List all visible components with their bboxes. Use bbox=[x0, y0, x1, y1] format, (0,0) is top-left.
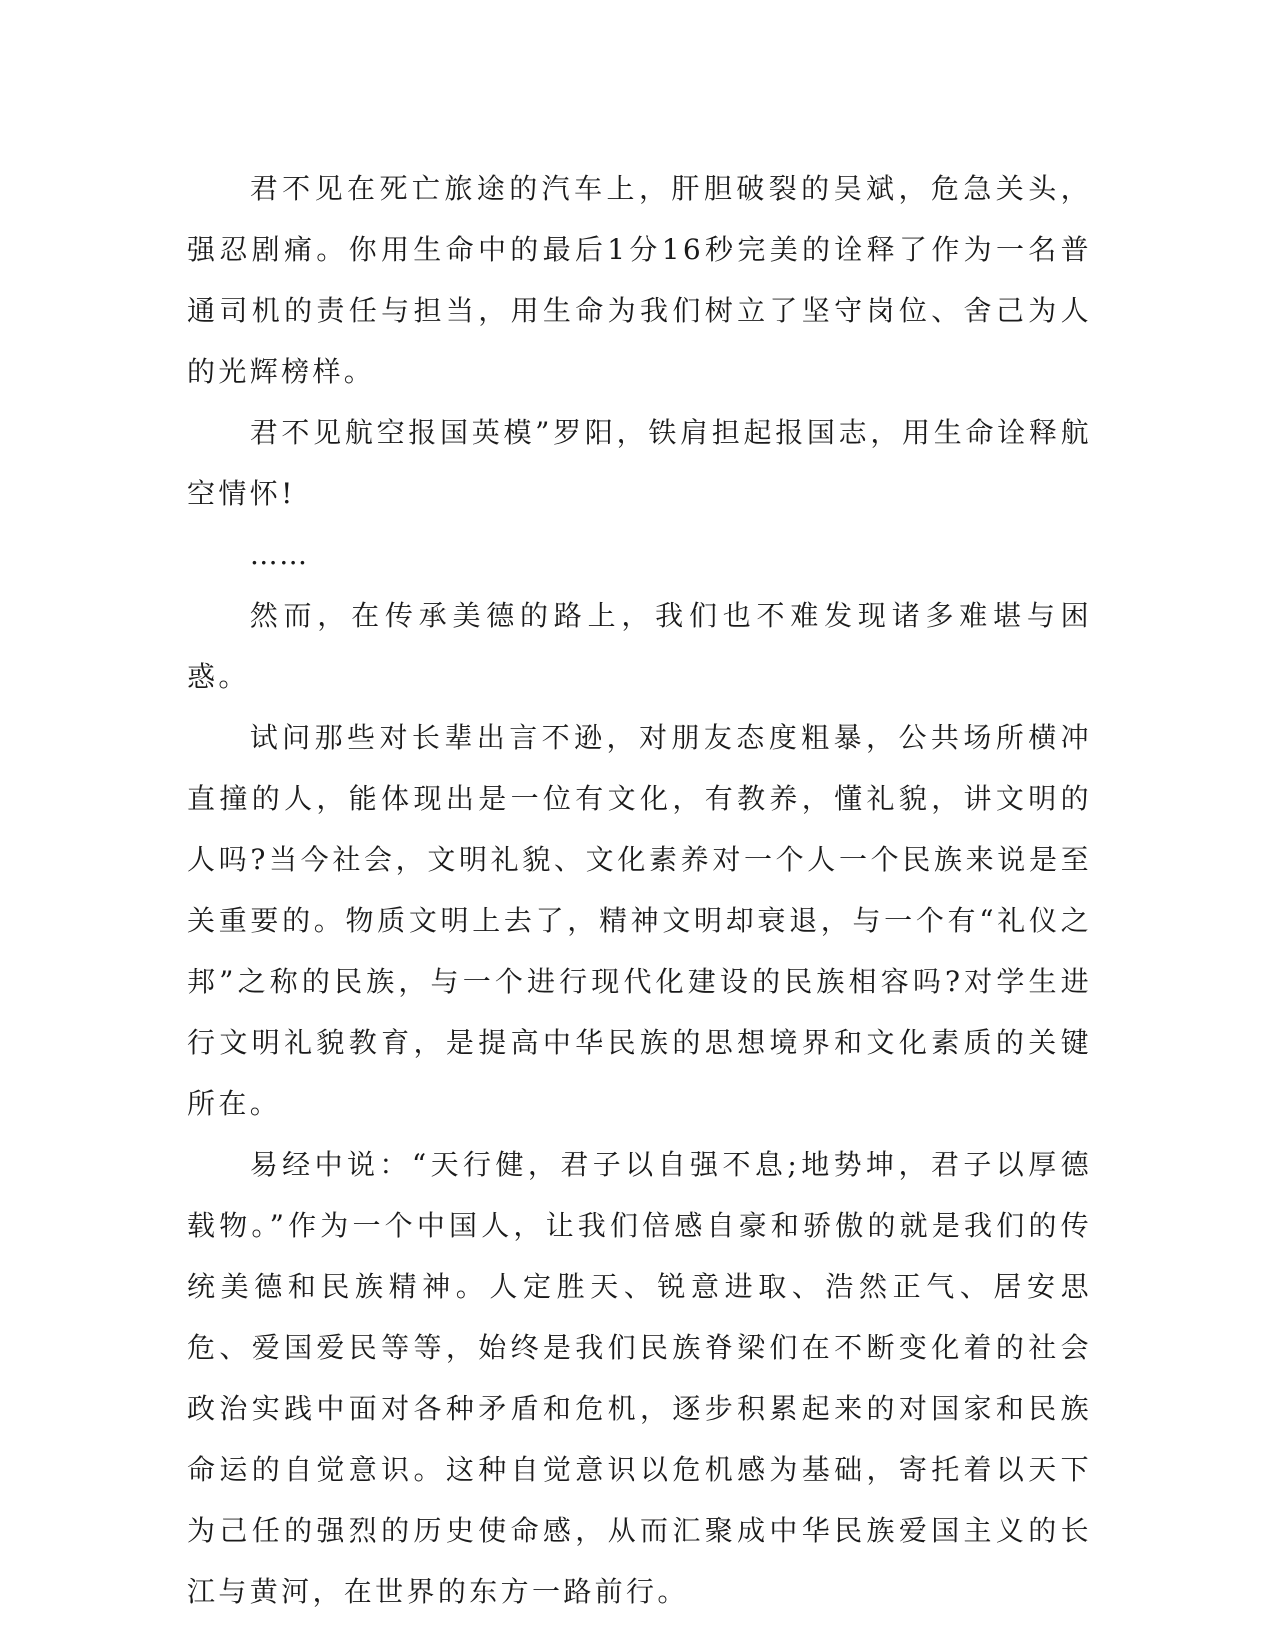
document-body bbox=[187, 158, 1092, 1622]
paragraph-wubin: 君不见在死亡旅途的汽车上，肝胆破裂的吴斌，危急关头，强忍剧痛。你用生命中的最后1分16秒完美的诠释了作为一名普通司机的责任与担当，用生命为我们树立了坚守岗位、舍己为人的光辉榜样。 bbox=[187, 172, 1092, 388]
paragraph-ellipsis: …… bbox=[249, 538, 309, 571]
paragraph-yijing: 易经中说：“天行健，君子以自强不息;地势坤，君子以厚德载物。”作为一个中国人，让我们倍感自豪和骄傲的就是我们的传统美德和民族精神。人定胜天、锐意进取、浩然正气、居安思危、爱国爱民等等，始终是我们民族脊梁们在不断变化着的社会政治实践中面对各种矛盾和危机，逐步积累起来的对国家和民族命运的自觉意识。这种自觉意识以危机感为基础，寄托着以天下为己任的强烈的历史使命感，从而汇聚成中华民族爱国主义的长江与黄河，在世界的东方一路前行。 bbox=[187, 1148, 1092, 1608]
paragraph-however: 然而，在传承美德的路上，我们也不难发现诸多难堪与困惑。 bbox=[187, 599, 1092, 693]
paragraph-luoyang: 君不见航空报国英模”罗阳，铁肩担起报国志，用生命诠释航空情怀! bbox=[187, 416, 1092, 510]
paragraph-civility: 试问那些对长辈出言不逊，对朋友态度粗暴，公共场所横冲直撞的人，能体现出是一位有文化，有教养，懂礼貌，讲文明的人吗?当今社会，文明礼貌、文化素养对一个人一个民族来说是至关重要的。物质文明上去了，精神文明却衰退，与一个有“礼仪之邦”之称的民族，与一个进行现代化建设的民族相容吗?对学生进行文明礼貌教育，是提高中华民族的思想境界和文化素质的关键所在。 bbox=[187, 721, 1092, 1120]
